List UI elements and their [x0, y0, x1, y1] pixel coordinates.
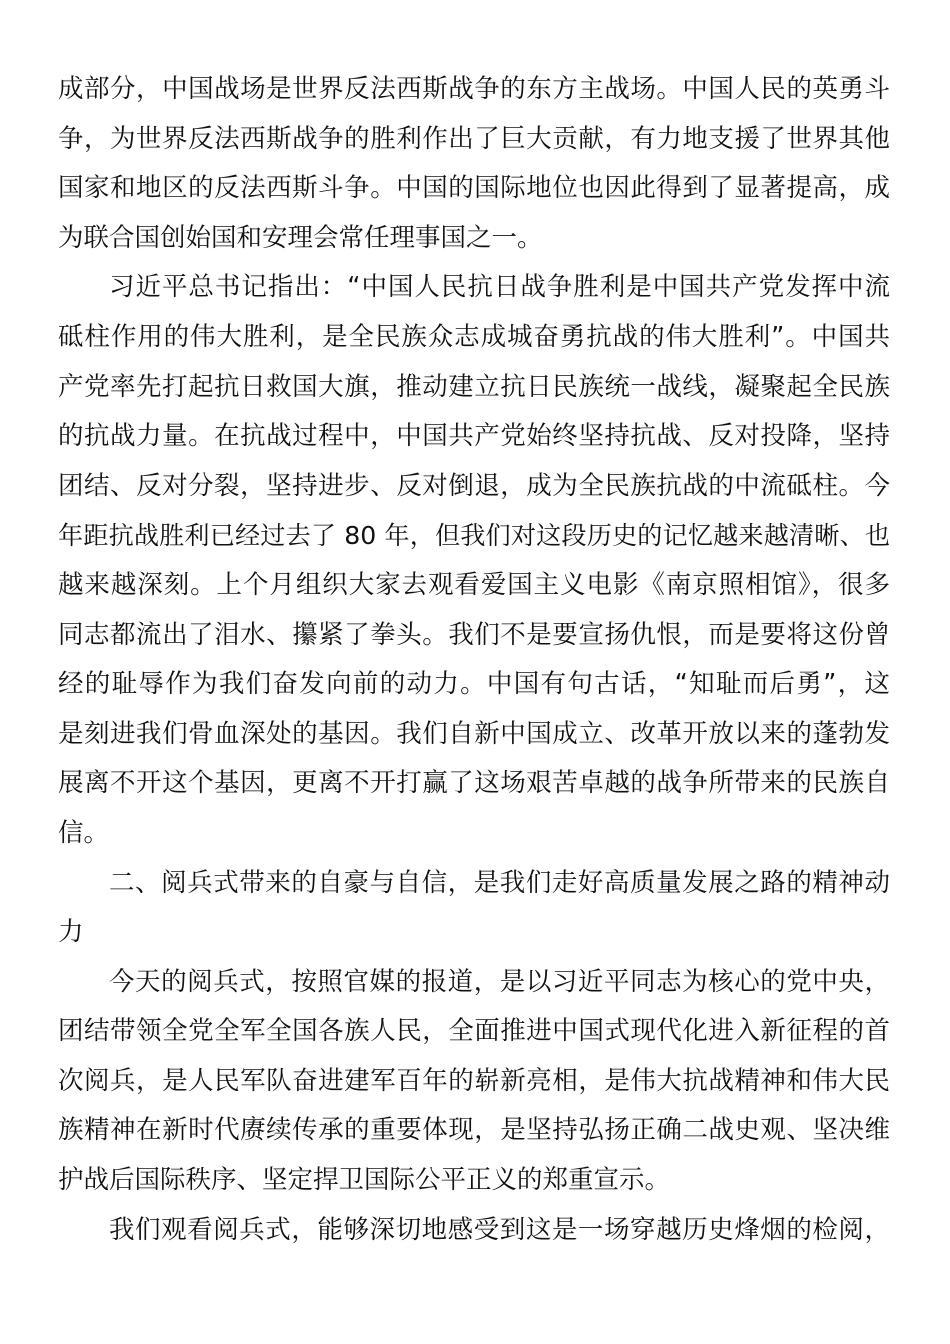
text-line: 经的耻辱作为我们奋发向前的动力。中国有句古话，“知耻而后勇”，这	[58, 669, 890, 700]
text-line: 族精神在新时代赓续传承的重要体现，是坚持弘扬正确二战史观、坚决维	[58, 1115, 890, 1146]
text-line: 今天的阅兵式，按照官媒的报道，是以习近平同志为核心的党中央，	[109, 966, 890, 997]
text-line: 展离不开这个基因，更离不开打赢了这场艰苦卓越的战争所带来的民族自	[58, 768, 890, 799]
text-line: 成部分，中国战场是世界反法西斯战争的东方主战场。中国人民的英勇斗	[58, 74, 890, 104]
text-line: 是刻进我们骨血深处的基因。我们自新中国成立、改革开放以来的蓬勃发	[58, 718, 890, 749]
text-line: 护战后国际秩序、坚定捍卫国际公平正义的郑重宣示。	[58, 1165, 671, 1196]
text-line: 信。	[58, 817, 110, 848]
text-line: 国家和地区的反法西斯斗争。中国的国际地位也因此得到了显著提高，成	[58, 173, 890, 204]
text-line: 争，为世界反法西斯战争的胜利作出了巨大贡献，有力地支援了世界其他	[58, 123, 890, 154]
text-line: 产党率先打起抗日救国大旗，推动建立抗日民族统一战线，凝聚起全民族	[58, 371, 890, 402]
text-line: 团结带领全党全军全国各族人民，全面推进中国式现代化进入新征程的首	[58, 1016, 890, 1047]
text-line: 同志都流出了泪水、攥紧了拳头。我们不是要宣扬仇恨，而是要将这份曾	[58, 619, 890, 650]
text-line: 越来越深刻。上个月组织大家去观看爱国主义电影《南京照相馆》，很多	[58, 569, 890, 600]
text-line: 砥柱作用的伟大胜利，是全民族众志成城奋勇抗战的伟大胜利”。中国共	[58, 321, 890, 352]
text-line: 二、阅兵式带来的自豪与自信，是我们走好高质量发展之路的精神动	[109, 867, 890, 898]
text-line: 习近平总书记指出：“中国人民抗日战争胜利是中国共产党发挥中流	[109, 272, 890, 303]
body-text	[58, 65, 890, 1255]
text-line: 次阅兵，是人民军队奋进建军百年的崭新亮相，是伟大抗战精神和伟大民	[58, 1065, 890, 1096]
text-line: 的抗战力量。在抗战过程中，中国共产党始终坚持抗战、反对投降，坚持	[58, 421, 890, 452]
text-line: 团结、反对分裂，坚持进步、反对倒退，成为全民族抗战的中流砥柱。今	[58, 470, 890, 501]
text-line: 力	[58, 917, 84, 948]
text-line: 我们观看阅兵式，能够深切地感受到这是一场穿越历史烽烟的检阅，	[109, 1214, 890, 1245]
text-line: 为联合国创始国和安理会常任理事国之一。	[58, 222, 543, 253]
text-line: 年距抗战胜利已经过去了 80 年，但我们对这段历史的记忆越来越清晰、也	[58, 521, 890, 551]
